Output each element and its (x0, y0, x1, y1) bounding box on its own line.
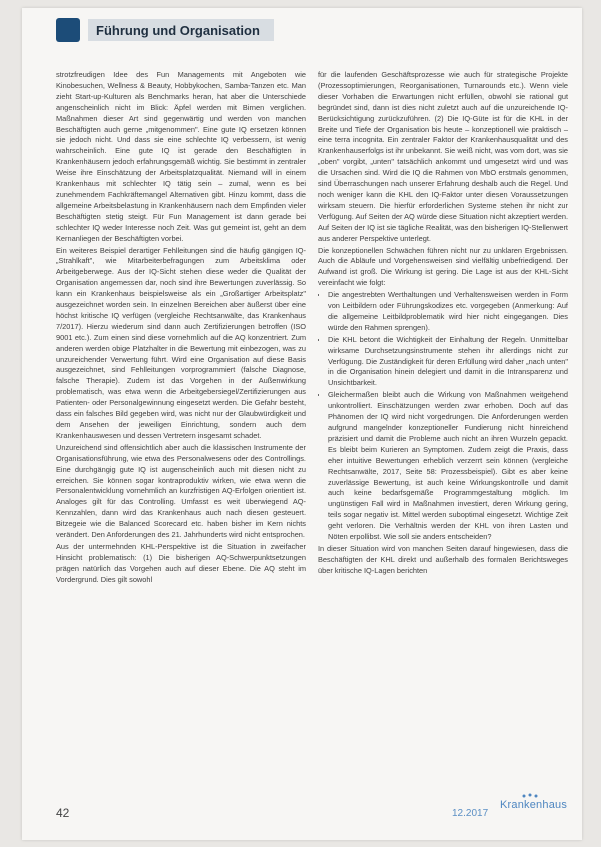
paragraph: In dieser Situation wird von manchen Seiten darauf hingewiesen, dass die Beschäftigten der KHL direkt und außerhalb des formalen Berichtsweges über kritische IQ-Lagen berichten (318, 543, 568, 575)
list-item: • Gleichermaßen bleibt auch die Wirkung von Maßnahmen weitgehend unkontrolliert. Einschätzungen werden zwar erhoben. Doch auf das Phänomen der IQ wird nicht vorgedrungen. Die Anforderungen werden aufgrund mangelnder konzeptioneller Fundierung nicht hinreichend präzisiert und damit die Probleme auch nicht an ihren Wurzeln gepackt. Es bleibt beim Kurieren an Symptomen. Zudem zeigt die Praxis, dass eher intuitive Bewertungen erheblich verzerrt sein können (vergleiche Rechtsanwälte, 2017, Seite 58: Prozessbeispiel). Gibt es aber keine zuverlässige Bewertung, ist auch keine Wirkungskontrolle und damit auch keine bedarfsgemäße Programmgestaltung möglich. Im ungünstigen Fall wird in Maßnahmen investiert, deren Wirkung gering, teils sogar negativ ist. Mittel werden suboptimal eingesetzt. Wichtige Zeit geht verloren. Die Verhältnis werden der KHL von ihren Lasten und Nöten erpollibst. Wie soll sie anders entscheiden? (328, 390, 568, 543)
left-column (56, 70, 306, 800)
section-title: Führung und Organisation (88, 19, 274, 41)
section-header (56, 18, 274, 42)
list-item: • Die KHL betont die Wichtigkeit der Einhaltung der Regeln. Unmittelbar wirksame Durchsetzungsinstrumente stehen ihr allerdings nicht zur Verfügung. Die Zuständigkeit für deren Erfüllung wird daher „nach unten" in die Organisation hinein delegiert und damit in die Intransparenz und Unsichtbarkeit. (328, 335, 568, 390)
right-column (318, 70, 568, 760)
paragraph: Die konzeptionellen Schwächen führen nicht nur zu unklaren Ergebnissen. Auch die Abläufe und Vorgehensweisen sind vielfältig unbefriedigend. Der Aufwand ist groß. Die Wirkung ist gering. Die Lage ist aus der KHL-Sicht vereinfacht wie folgt: (318, 245, 568, 288)
paragraph: Unzureichend sind offensichtlich aber auch die klassischen Instrumente der Organisationsführung, wie etwa des Personalwesens oder des Controllings. Eine durchgängig gute IQ ist augenscheinlich auch mit diesen nicht zu erreichen. Sie können sogar kontraproduktiv wirken, wie etwa wenn die Personalentwicklung vornehmlich an kurzfristigen AQ-Erfolgen orientiert ist. Analoges gilt für das Controlling. Umfasst es weit überwiegend AQ-Kennzahlen, dann wird das Krankenhaus auch nach diesen gesteuert. Bitzegeie wie die Balanced Scorecard etc. haben bisher im Kern nichts verändert. Den Anforderungen des 21. Jahrhunderts wird nicht entsprochen. (56, 442, 306, 540)
magazine-logo: Krankenhaus (500, 799, 568, 811)
paragraph: Ein weiteres Beispiel derartiger Fehlleitungen sind die häufig gängigen IQ-„Strahlkaft", wie Mitarbeiterbefragungen zum Arbeitsklima oder Arbeitgeberwege. Aus der IQ-Sicht stehen diese weder die Qualität der Organisation angemessen dar, noch sind ihre Bewertungen zuverlässig. So kann ein Krankenhaus beispielsweise als ein „Großartiger Arbeitsplatz" ausgezeichnet worden sein. In einzelnen Bereichen aber äußerst über eine höchst kritische IQ verfügen (vergleiche Rechtsanwälte, das Krankenhaus 7/2017). Hierzu wiederum sind dann auch Zertifizierungen betroffen (ISO 9001 etc.). Zum einen sind diese vornehmlich auf die AQ konzentriert. Zum anderen werden obige Platzhalter in die Bewertung mit einbezogen, was zu unzureichender Verwertung führt. Wird eine Organisation auf diese Basis ausgezeichnet, sind Fehlleitungen vorprogrammiert (falsche Diagnose, falsche Therapie). Zudem ist das Vorgehen in der Außenwirkung problematisch, was etwa wenn die Arbeitgebersiegel/Zertifizierungen aus Patienten- oder Personalgewinnung eingesetzt werden. Die Gefahr besteht, dass ein falsches Bild gegeben wird, was nicht nur der Glaubwürdigkeit und dem Ansehen der jeweiligen Einrichtung, sondern auch dem Krankenhauswesen und dessen Vertretern insgesamt schadet. (56, 245, 306, 440)
issue-date: 12.2017 (452, 808, 489, 819)
paragraph: für die laufenden Geschäftsprozesse wie auch für strategische Projekte (Prozessoptimierungen, Reorganisationen, Turnarounds etc.). Wenn viele dieser Vorhaben die Erwartungen nicht erfüllen, obwohl sie rational gut begründet sind, dann ist dies nicht zuletzt auch auf die unzureichende IQ-Berücksichtigung zurückzuführen. (2) Die IQ-Güte ist für die KHL in der Breite und Tiefe der Organisation bis heute – konzeptionell wie praktisch – eine terra incognita. Ein zentraler Faktor der Krankenhausqualität und des Krankenhauserfolgs ist ihr unbekannt. Sie weiß nicht, was vom dort, was sie „oben" vorgibt, „unten" tatsächlich ankommt und umgesetzt wird und was die Ursachen sind. Wird die IQ die Rahmen von MbO erstmals genommen, sind Überraschungen nach unserer Erfahrung deshalb auch die Regel. Und noch weniger kann die KHL den IQ-Faktor unter diesen Voraussetzungen wirksam steuern. Die hierfür erforderlichen Systeme stehen ihr nicht zur Verfügung. Auf Seiten der AQ würde diese Situation nicht akzeptiert werden. Auf Seiten der IQ ist sie tägliche Realität, was den bisherigen IQ-Stellenwert aus anderer Perspektive unterlegt. (318, 70, 568, 243)
section-marker-icon (56, 18, 80, 42)
list-item: • Die angestrebten Werthaltungen und Verhaltensweisen werden in Form von Leitbildern oder Führungskodizes etc. vorgegeben (Anmerkung: Auf die allgemeine Leitbildproblematik wird hier nicht eingegangen. Dies würde den Rahmen sprengen). (328, 290, 568, 334)
paragraph: Aus der untermehnden KHL-Perspektive ist die Situation in zweifacher Hinsicht problematisch: (1) Die bisherigen AQ-Schwerpunktsetzungen prägen natürlich das Vorgehen auch auf dieser Ebene. Die AQ steht im Vordergrund. Dies gilt sowohl (56, 541, 306, 584)
bullet-list (318, 290, 568, 543)
paragraph: strotzfreudigen Idee des Fun Managements mit Angeboten wie Kinobesuchen, Wellness & Beauty, Hobbykochen, Samba-Tanzen etc. Man zieht Start-up-Kulturen als Benchmarks heran, hat aber die Unterschiede angenscheinlich nicht im Blick: Äpfel werden mit Birnen verglichen. Maßnahmen dieser Art sind gegenwärtig und werden von manchen Beschäftigten auch gerne „mitgenommen". Eine gute IQ ersetzen können sie jedoch nicht. Und dass sie eine schlechte IQ verbessern, ist wenig wahrscheinlich. Eine gute IQ ist gerade den Beschäftigten in Krankenhäusern jedoch erfahrungsgemäß wichtig. Sie bestimmt in zentraler Weise ihre Einschätzung der Arbeitsplatzqualität. Niemand will in einem Krankenhaus mit schlechter IQ tätig sein – zumal, wenn es bei zunehmendem Fachkräftemangel Alternativen gibt. Hinzu kommt, dass die allgemeine Arbeitsbelastung in Krankenhäusern nach dem Empfinden vieler Beschäftigten stetig steigt. Für Fun Management ist dann gerade bei schlechter IQ weder Interesse noch Zeit. Was gut gemeint ist, geht an dem Kernanliegen der Beschäftigten vorbei. (56, 70, 306, 243)
page-number: 42 (56, 806, 70, 820)
